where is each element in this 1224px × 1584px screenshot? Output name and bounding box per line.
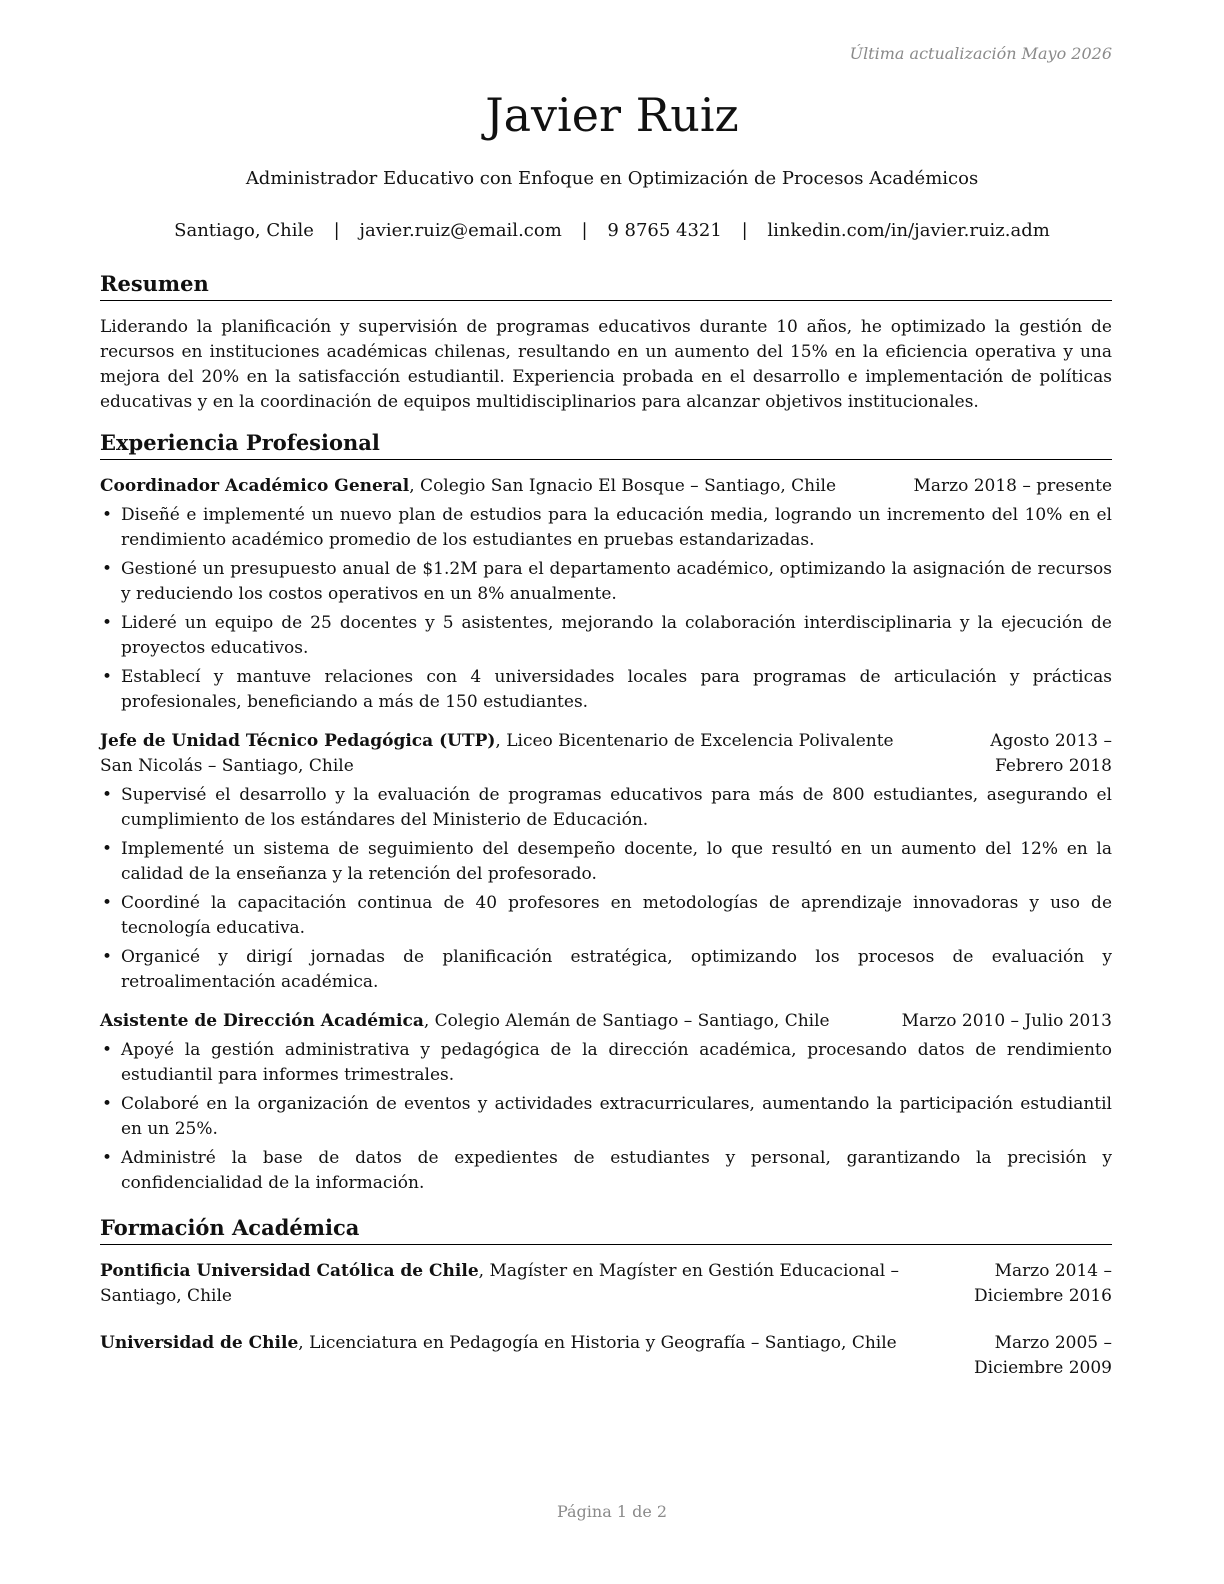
- contact-location: Santiago, Chile: [174, 220, 314, 241]
- list-item: • Lideré un equipo de 25 docentes y 5 asistentes, mejorando la colaboración interdisciplinaria y la ejecución de proyectos educativos.: [100, 611, 1112, 661]
- list-item: • Establecí y mantuve relaciones con 4 universidades locales para programas de articulación y prácticas profesionales, beneficiando a más de 150 estudiantes.: [100, 665, 1112, 715]
- summary-text: Liderando la planificación y supervisión de programas educativos durante 10 años, he optimizado la gestión de recursos en instituciones académicas chilenas, resultando en un aumento del 15% en la eficiencia operativa y una mejora del 20% en la satisfacción estudiantil. Experiencia probada en el desarrollo e implementación de políticas educativas y en la coordinación de equipos multidisciplinarios para alcanzar objetivos institucionales.: [100, 317, 1112, 412]
- education-dates: Marzo 2014 – Diciembre 2016: [974, 1261, 1112, 1306]
- job-entry: [100, 1009, 1112, 1196]
- contact-line: [0, 220, 1224, 241]
- education-detail: , Licenciatura en Pedagogía en Historia y Geografía – Santiago, Chile: [298, 1333, 897, 1353]
- job-bullets: [100, 783, 1112, 995]
- section-title-experience: Experiencia Profesional: [100, 429, 1112, 460]
- list-item: • Diseñé e implementé un nuevo plan de estudios para la educación media, logrando un incremento del 10% en el rendimiento académico promedio de los estudiantes en pruebas estandarizadas.: [100, 503, 1112, 553]
- section-title-summary: Resumen: [100, 270, 1112, 301]
- job-bullets: [100, 1038, 1112, 1196]
- contact-email[interactable]: javier.ruiz@email.com: [359, 220, 562, 241]
- job-dates: Marzo 2018 – presente: [913, 476, 1112, 496]
- contact-phone: 9 8765 4321: [607, 220, 722, 241]
- education-header: [100, 1259, 1112, 1309]
- education-school: Universidad de Chile: [100, 1333, 299, 1353]
- job-entry: [100, 729, 1112, 995]
- job-header: [100, 1009, 1112, 1034]
- education-dates: Marzo 2005 – Diciembre 2009: [974, 1333, 1112, 1378]
- job-header: [100, 474, 1112, 499]
- job-dates: Agosto 2013 – Febrero 2018: [990, 731, 1112, 776]
- list-item: • Coordiné la capacitación continua de 40 profesores en metodologías de aprendizaje innovadoras y uso de tecnología educativa.: [100, 891, 1112, 941]
- education-detail: , Magíster en Magíster en Gestión Educacional – Santiago, Chile: [100, 1261, 900, 1306]
- resume-body: [100, 270, 1112, 1381]
- contact-separator: |: [581, 220, 588, 241]
- job-org: , Liceo Bicentenario de Excelencia Polivalente San Nicolás – Santiago, Chile: [100, 731, 894, 776]
- job-org: , Colegio Alemán de Santiago – Santiago, Chile: [423, 1011, 830, 1031]
- list-item: • Administré la base de datos de expedientes de estudiantes y personal, garantizando la precisión y confidencialidad de la información.: [100, 1146, 1112, 1196]
- list-item: • Gestioné un presupuesto anual de $1.2M para el departamento académico, optimizando la asignación de recursos y reduciendo los costos operativos en un 8% anualmente.: [100, 557, 1112, 607]
- list-item: • Colaboré en la organización de eventos y actividades extracurriculares, aumentando la participación estudiantil en un 25%.: [100, 1092, 1112, 1142]
- job-bullets: [100, 503, 1112, 715]
- job-dates: Marzo 2010 – Julio 2013: [901, 1011, 1112, 1031]
- person-name: Javier Ruiz: [485, 88, 739, 142]
- headline: Administrador Educativo con Enfoque en Optimización de Procesos Académicos: [245, 168, 979, 189]
- education-entry: [100, 1259, 1112, 1309]
- job-role: Asistente de Dirección Académica: [100, 1011, 424, 1031]
- job-header: [100, 729, 1112, 779]
- list-item: • Organicé y dirigí jornadas de planificación estratégica, optimizando los procesos de evaluación y retroalimentación académica.: [100, 945, 1112, 995]
- contact-linkedin[interactable]: linkedin.com/in/javier.ruiz.adm: [767, 220, 1050, 241]
- last-updated: Última actualización Mayo 2026: [849, 44, 1112, 63]
- job-role: Jefe de Unidad Técnico Pedagógica (UTP): [100, 731, 496, 751]
- contact-separator: |: [333, 220, 340, 241]
- job-org: , Colegio San Ignacio El Bosque – Santiago, Chile: [409, 476, 837, 496]
- education-entry: [100, 1331, 1112, 1381]
- education-header: [100, 1331, 1112, 1381]
- education-school: Pontificia Universidad Católica de Chile: [100, 1261, 479, 1281]
- page-number: Página 1 de 2: [556, 1502, 668, 1521]
- contact-separator: |: [741, 220, 748, 241]
- list-item: • Apoyé la gestión administrativa y pedagógica de la dirección académica, procesando datos de rendimiento estudiantil para informes trimestrales.: [100, 1038, 1112, 1088]
- list-item: • Implementé un sistema de seguimiento del desempeño docente, lo que resultó en un aumento del 12% en la calidad de la enseñanza y la retención del profesorado.: [100, 837, 1112, 887]
- job-role: Coordinador Académico General: [100, 476, 410, 496]
- list-item: • Supervisé el desarrollo y la evaluación de programas educativos para más de 800 estudiantes, asegurando el cumplimiento de los estándares del Ministerio de Educación.: [100, 783, 1112, 833]
- job-entry: [100, 474, 1112, 715]
- section-title-education: Formación Académica: [100, 1214, 1112, 1245]
